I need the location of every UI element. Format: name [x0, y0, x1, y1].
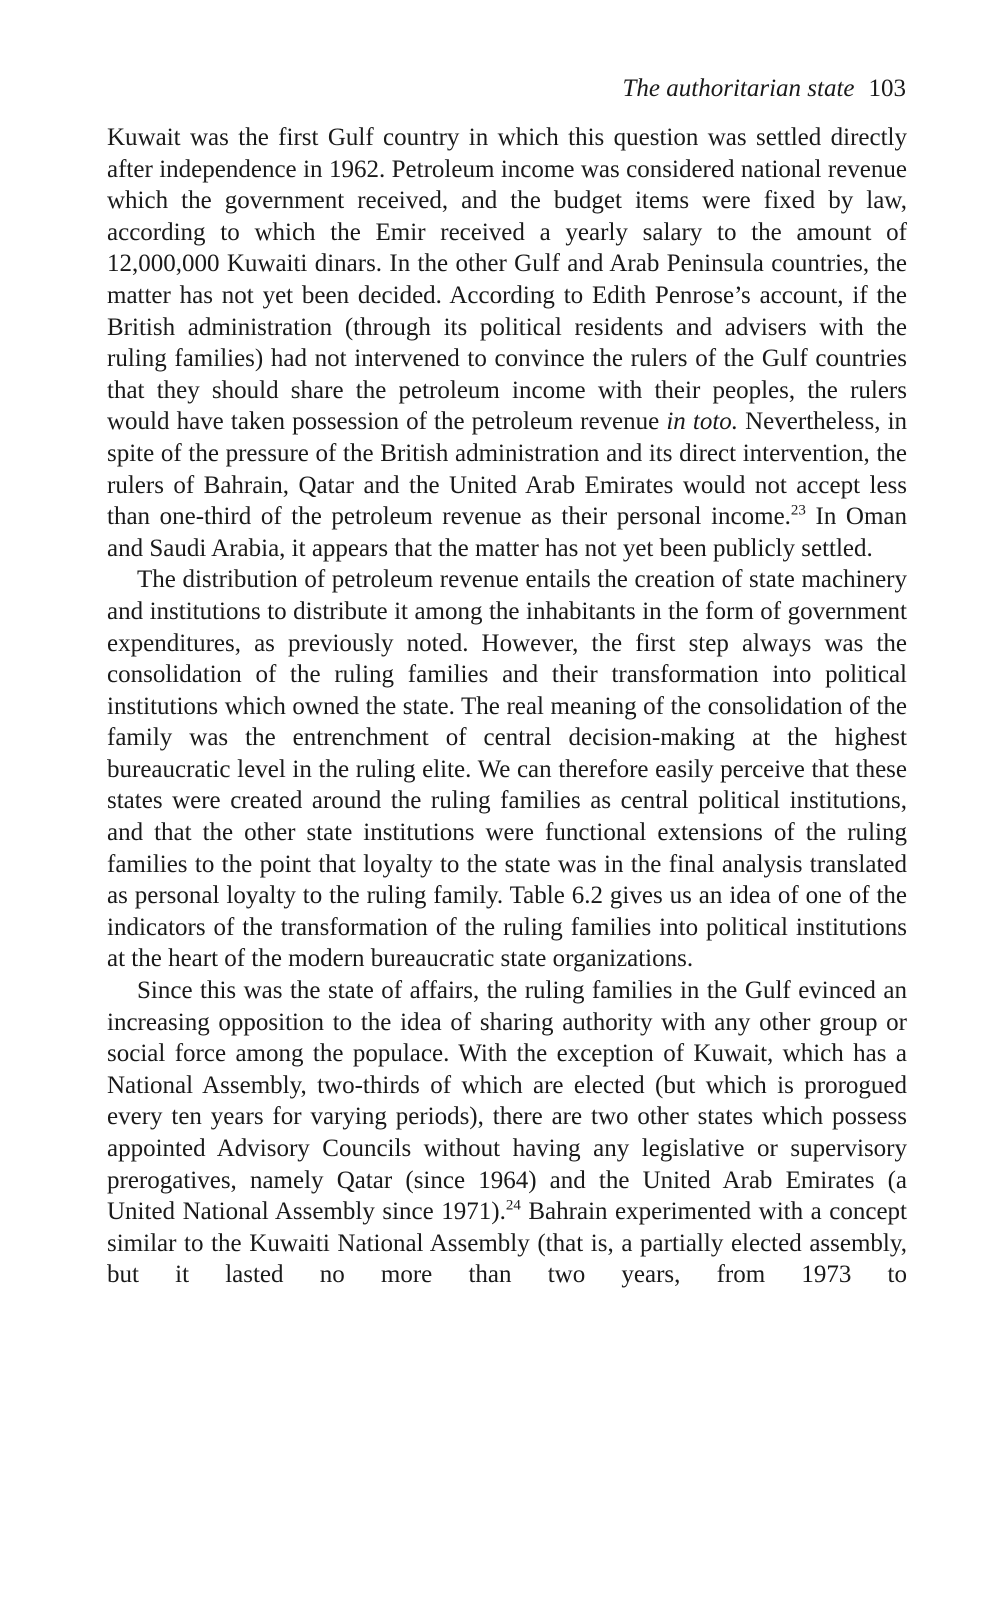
page-number: 103 — [868, 75, 906, 102]
footnote-marker: 23 — [790, 502, 806, 519]
footnote-marker: 24 — [505, 1197, 521, 1214]
text-run: In Oman and Saudi Arabia, it appears that the matter has not yet been publicly settled. — [107, 503, 908, 562]
text-run: Kuwait was the first Gulf country in which this question was settled directly after independence in 1962. Petroleum income was considered national revenue which the government received, and the budget items were fixed by law, according to which the Emir received a yearly salary to the amount of 12,000,000 Kuwaiti dinars. In the other Gulf and Arab Peninsula countries, the matter has not yet been decided. According to Edith Penrose’s account, if the British administration (through its political residents and advisers with the ruling families) had not intervened to convince the rulers of the Gulf countries that they should share the petroleum income with their peoples, the rulers would have taken possession of the petroleum revenue — [107, 124, 907, 436]
text-run: Nevertheless, in spite of the pressure of the British administration and its direct intervention, the rulers of Bahrain, Qatar and the United Arab Emirates would not accept less than one-third of the petroleum revenue as their personal income. — [107, 408, 908, 531]
paragraph — [107, 975, 907, 1291]
paragraph — [107, 564, 907, 975]
running-head — [623, 74, 906, 104]
text-run: Since this was the state of affairs, the ruling families in the Gulf evinced an increasing opposition to the idea of sharing authority with any other group or social force among the populace. With the exception of Kuwait, which has a National Assembly, two-thirds of which are elected (but which is prorogued every ten years for varying periods), there are two other states which possess appointed Advisory Councils without having any legislative or supervisory prerogatives, namely Qatar (since 1964) and the United Arab Emirates (a United National Assembly since 1971). — [107, 977, 907, 1226]
italic-phrase: in toto. — [666, 408, 739, 436]
text-run: Bahrain experimented with a concept similar to the Kuwaiti National Assembly (that is, a partially elected assembly, but it lasted no more than two years, from 1973 to — [107, 1198, 907, 1289]
text-run: The distribution of petroleum revenue entails the creation of state machinery and institutions to distribute it among the inhabitants in the form of government expenditures, as previously noted. However, the first step always was the consolidation of the ruling families and their transformation into political institutions which owned the state. The real meaning of the consolidation of the family was the entrenchment of central decision-making at the highest bureaucratic level in the ruling elite. We can therefore easily perceive that these states were created around the ruling families as central political institutions, and that the other state institutions were functional extensions of the ruling families to the point that loyalty to the state was in the final analysis translated as personal loyalty to the ruling family. Table 6.2 gives us an idea of one of the indicators of the transformation of the ruling families into political institutions at the heart of the modern bureaucratic state organizations. — [107, 566, 907, 973]
running-title: The authoritarian state — [622, 75, 855, 102]
paragraph — [107, 122, 907, 564]
body-text — [107, 122, 907, 1291]
